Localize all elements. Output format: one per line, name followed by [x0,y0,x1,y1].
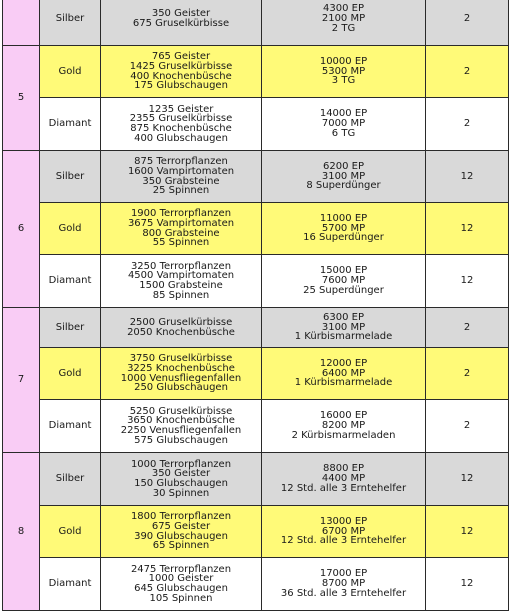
count-cell: 12 [426,203,509,255]
requirements-cell [101,255,262,308]
rewards-cell [262,203,426,255]
tier-row-silber [3,151,509,203]
tier-row-diamant [3,400,509,453]
tier-row-silber [3,453,509,506]
rewards-cell [262,506,426,558]
requirement: 575 Glubschaugen [134,434,228,446]
tier-row-diamant [3,98,509,151]
requirement: 25 Spinnen [152,185,210,197]
reward: 7600 MP [321,275,366,287]
rewards-cell [262,308,426,348]
reward: 12 Std. alle 3 Erntehelfer [280,535,407,547]
requirement: 645 Glubschaugen [134,583,228,594]
requirement: 800 Grabsteine [142,227,220,239]
requirement: 3750 Gruselkürbisse [129,353,233,365]
reward: 16000 EP [319,410,368,422]
requirement: 1500 Grabsteine [139,280,223,291]
requirement: 1000 Geister [148,573,214,585]
reward: 6200 EP [323,160,364,172]
requirement: 1235 Geister [148,103,214,115]
reward: 3100 MP [321,321,366,333]
tier-name: Gold [40,506,101,558]
tier-name: Silber [40,308,101,348]
reward: 6700 MP [321,525,366,537]
reward: 17000 EP [319,568,368,580]
count-cell: 2 [426,98,509,151]
requirement: 875 Knochenbüsche [130,123,232,134]
rewards-cell [262,348,426,400]
tier-row-diamant [3,558,509,611]
tier-name: Silber [40,0,101,46]
requirement: 5250 Gruselkürbisse [129,405,233,417]
tier-name: Gold [40,203,101,255]
reward: 1 Kürbismarmelade [294,331,393,343]
rewards-cell [262,558,426,611]
reward: 3100 MP [321,170,366,182]
requirements-cell [101,151,262,203]
tier-row-gold [3,506,509,558]
count-cell: 2 [426,400,509,453]
count-cell: 2 [426,348,509,400]
count-cell: 12 [426,151,509,203]
reward: 8200 MP [321,420,366,432]
count-cell: 2 [426,308,509,348]
requirement: 875 Terrorpflanzen [134,156,228,168]
requirement: 350 Geister [151,8,211,20]
tier-row-silber [3,308,509,348]
reward: 4300 EP [323,3,364,15]
levels-table [2,0,509,611]
requirement: 1800 Terrorpflanzen [130,511,232,523]
requirement: 150 Glubschaugen [134,478,228,489]
requirements-cell [101,348,262,400]
requirement: 175 Glubschaugen [134,80,228,92]
tier-name: Diamant [40,255,101,308]
requirement: 1900 Terrorpflanzen [130,208,232,220]
reward: 12 Std. alle 3 Erntehelfer [280,482,407,494]
requirements-cell [101,453,262,506]
reward: 8700 MP [321,578,366,590]
requirements-cell [101,308,262,348]
requirements-cell [101,203,262,255]
rewards-cell [262,255,426,308]
reward: 5700 MP [321,222,366,234]
requirement: 2050 Knochenbüsche [127,326,235,338]
requirement: 250 Glubschaugen [134,382,228,394]
reward: 25 Superdünger [303,284,384,296]
count-cell: 12 [426,558,509,611]
rewards-cell [262,453,426,506]
level-number: 5 [3,46,40,151]
rewards-cell [262,0,426,46]
tier-row-diamant [3,255,509,308]
requirements-cell [101,400,262,453]
reward: 10000 EP [319,55,368,67]
requirement: 4500 Vampirtomaten [127,270,235,282]
requirements-cell [101,558,262,611]
reward: 6400 MP [321,367,366,379]
rewards-cell [262,46,426,98]
reward: 11000 EP [319,212,368,224]
tier-name: Diamant [40,400,101,453]
tier-name: Gold [40,348,101,400]
count-cell: 12 [426,506,509,558]
level-number: 7 [3,308,40,453]
tier-name: Diamant [40,558,101,611]
level-number: 6 [3,151,40,308]
rewards-cell [262,151,426,203]
requirement: 350 Geister [151,468,211,480]
reward: 8 Superdünger [306,180,381,192]
tier-row-gold [3,203,509,255]
requirement: 1000 Terrorpflanzen [130,458,232,470]
requirement: 400 Knochenbüsche [130,70,232,82]
reward: 6 TG [331,127,356,139]
reward: 3 TG [331,75,356,87]
requirements-cell [101,98,262,151]
requirement: 1425 Gruselkürbisse [129,60,233,72]
requirement: 400 Glubschaugen [134,132,228,144]
count-cell: 12 [426,453,509,506]
rewards-cell [262,98,426,151]
reward: 2 Kürbismarmeladen [291,429,396,441]
reward: 13000 EP [319,515,368,527]
reward: 5300 MP [321,65,366,77]
reward: 6300 EP [323,311,364,323]
tier-row-silber [3,0,509,46]
requirement: 2250 Venusfliegenfallen [120,425,242,436]
reward: 2 TG [331,22,356,34]
requirement: 65 Spinnen [152,540,210,552]
tier-row-gold [3,46,509,98]
tier-name: Diamant [40,98,101,151]
count-cell: 2 [426,46,509,98]
reward: 1 Kürbismarmelade [294,377,393,389]
tier-row-gold [3,348,509,400]
requirement: 2475 Terrorpflanzen [130,563,232,575]
reward: 15000 EP [319,265,368,277]
count-cell: 12 [426,255,509,308]
requirement: 675 Geister [151,520,211,532]
reward: 8800 EP [323,463,364,475]
tier-name: Silber [40,453,101,506]
requirement: 3225 Knochenbüsche [127,362,235,374]
requirements-cell [101,0,262,46]
requirement: 2500 Gruselkürbisse [129,316,233,328]
requirement: 30 Spinnen [152,487,210,499]
requirement: 350 Grabsteine [142,175,220,187]
requirement: 55 Spinnen [152,237,210,249]
reward: 7000 MP [321,118,366,130]
requirement: 765 Geister [151,51,211,63]
requirement: 105 Spinnen [149,592,213,604]
reward: 2100 MP [321,13,366,25]
requirement: 675 Gruselkürbisse [132,18,230,29]
reward: 16 Superdünger [303,232,384,244]
requirement: 3675 Vampirtomaten [127,217,235,229]
reward: 12000 EP [319,357,368,369]
requirement: 3650 Knochenbüsche [127,415,235,427]
requirement: 1000 Venusfliegenfallen [120,372,242,384]
level-number [3,0,40,46]
reward: 14000 EP [319,108,368,120]
rewards-cell [262,400,426,453]
requirement: 85 Spinnen [152,289,210,301]
tier-name: Gold [40,46,101,98]
tier-name: Silber [40,151,101,203]
requirement: 1600 Vampirtomaten [127,165,235,177]
level-number: 8 [3,453,40,611]
count-cell: 2 [426,0,509,46]
reward: 4400 MP [321,473,366,485]
requirements-cell [101,46,262,98]
requirement: 390 Glubschaugen [134,530,228,542]
requirements-cell [101,506,262,558]
requirement: 2355 Gruselkürbisse [129,113,233,125]
requirement: 3250 Terrorpflanzen [130,260,232,272]
reward: 36 Std. alle 3 Erntehelfer [280,587,407,599]
